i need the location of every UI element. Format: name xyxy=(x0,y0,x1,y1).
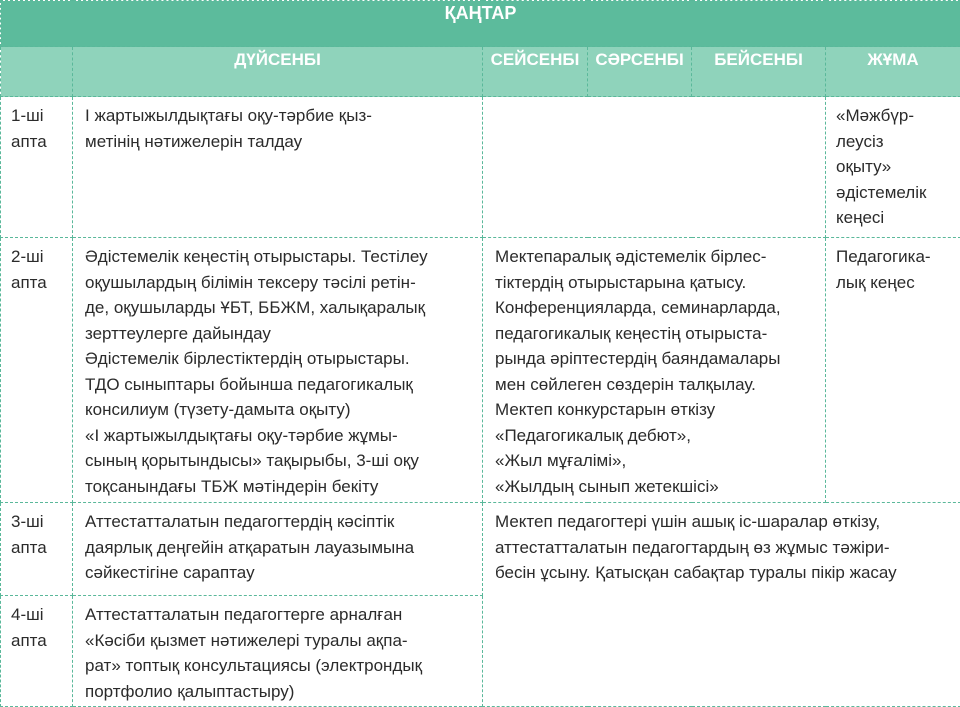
text-line: даярлық деңгейін атқаратын лауазымына xyxy=(85,535,474,561)
text-line: 2-ші xyxy=(11,244,68,270)
text-line: портфолио қалыптастыру) xyxy=(85,679,474,705)
text-line: Мектеп педагогтері үшін ашық іс-шаралар өткізу, xyxy=(495,509,952,535)
table-row-week-3 xyxy=(1,503,960,596)
monday-cell xyxy=(73,503,483,596)
text-line: зерттеулерге дайындау xyxy=(85,321,474,347)
text-line: де, оқушыларды ҰБТ, ББЖМ, халықаралық xyxy=(85,295,474,321)
text-line: «I жартыжылдықтағы оқу-тәрбие жұмы- xyxy=(85,423,474,449)
day-header-monday: ДҮЙСЕНБІ xyxy=(73,47,483,97)
text-line: апта xyxy=(11,129,68,155)
text-line: 4-ші xyxy=(11,602,68,628)
text-line: ТДО сыныптары бойынша педагогикалық xyxy=(85,372,474,398)
text-line: сының қорытындысы» тақырыбы, 3-ші оқу xyxy=(85,448,474,474)
text-line: аттестатталатын педагогтардың өз жұмыс тәжіри- xyxy=(495,535,952,561)
text-line: «Кәсіби қызмет нәтижелері туралы ақпа- xyxy=(85,628,474,654)
text-line: оқыту» xyxy=(836,154,954,180)
text-line: 1-ші xyxy=(11,103,68,129)
midweek-cell-empty xyxy=(483,97,826,238)
text-line: мен сөйлеген сөздерін талқылау. xyxy=(495,372,817,398)
text-line: Конференцияларда, семинарларда, xyxy=(495,295,817,321)
friday-cell xyxy=(826,97,960,238)
text-line: тоқсанындағы ТБЖ мәтіндерін бекіту xyxy=(85,474,474,500)
monday-cell xyxy=(73,238,483,503)
monday-cell xyxy=(73,596,483,707)
text-line: тіктердің отырыстарына қатысу. xyxy=(495,270,817,296)
text-line: «Жыл мұғалімі», xyxy=(495,448,817,474)
day-header-thursday: БЕЙСЕНБІ xyxy=(692,47,826,97)
month-header: ҚАҢТАР xyxy=(1,1,960,47)
midweek-cell xyxy=(483,238,826,503)
week-label xyxy=(1,596,73,707)
text-line: 3-ші xyxy=(11,509,68,535)
text-line: Әдістемелік кеңестің отырыстары. Тестілеу xyxy=(85,244,474,270)
text-line: апта xyxy=(11,270,68,296)
text-line: бесін ұсыну. Қатысқан сабақтар туралы пікір жасау xyxy=(495,560,952,586)
friday-cell xyxy=(826,238,960,503)
text-line: Аттестатталатын педагогтердің кәсіптік xyxy=(85,509,474,535)
text-line: леусіз xyxy=(836,129,954,155)
text-line: педагогикалық кеңестің отырыста- xyxy=(495,321,817,347)
day-header-tuesday: СЕЙСЕНБІ xyxy=(483,47,588,97)
day-header-friday: ЖҰМА xyxy=(826,47,960,97)
text-line: Педагогика- xyxy=(836,244,954,270)
text-line: апта xyxy=(11,535,68,561)
monday-cell xyxy=(73,97,483,238)
text-line: консилиум (түзету-дамыта оқыту) xyxy=(85,397,474,423)
text-line: сәйкестігіне сараптау xyxy=(85,560,474,586)
text-line: лық кеңес xyxy=(836,270,954,296)
week-label xyxy=(1,503,73,596)
table-row-week-2 xyxy=(1,238,960,503)
text-line: апта xyxy=(11,628,68,654)
text-line: әдістемелік xyxy=(836,180,954,206)
week-label xyxy=(1,97,73,238)
text-line: «Педагогикалық дебют», xyxy=(495,423,817,449)
text-line: «Жылдың сынып жетекшісі» xyxy=(495,474,817,500)
week-column-header xyxy=(1,47,73,97)
text-line: Аттестатталатын педагогтерге арналған xyxy=(85,602,474,628)
table-row-week-1 xyxy=(1,97,960,238)
text-line: «Мәжбүр- xyxy=(836,103,954,129)
text-line: Мектеп конкурстарын өткізу xyxy=(495,397,817,423)
day-header-wednesday: СӘРСЕНБІ xyxy=(588,47,692,97)
text-line: Мектепаралық әдістемелік бірлес- xyxy=(495,244,817,270)
text-line: Әдістемелік бірлестіктердің отырыстары. xyxy=(85,346,474,372)
tuesday-friday-cell xyxy=(483,503,960,707)
text-line: кеңесі xyxy=(836,205,954,231)
week-label xyxy=(1,238,73,503)
text-line: I жартыжылдықтағы оқу-тәрбие қыз- xyxy=(85,103,474,129)
text-line: рында әріптестердің баяндамалары xyxy=(495,346,817,372)
text-line: рат» топтық консультациясы (электрондық xyxy=(85,653,474,679)
text-line: оқушылардың білімін тексеру тәсілі ретін- xyxy=(85,270,474,296)
text-line: метінің нәтижелерін талдау xyxy=(85,129,474,155)
